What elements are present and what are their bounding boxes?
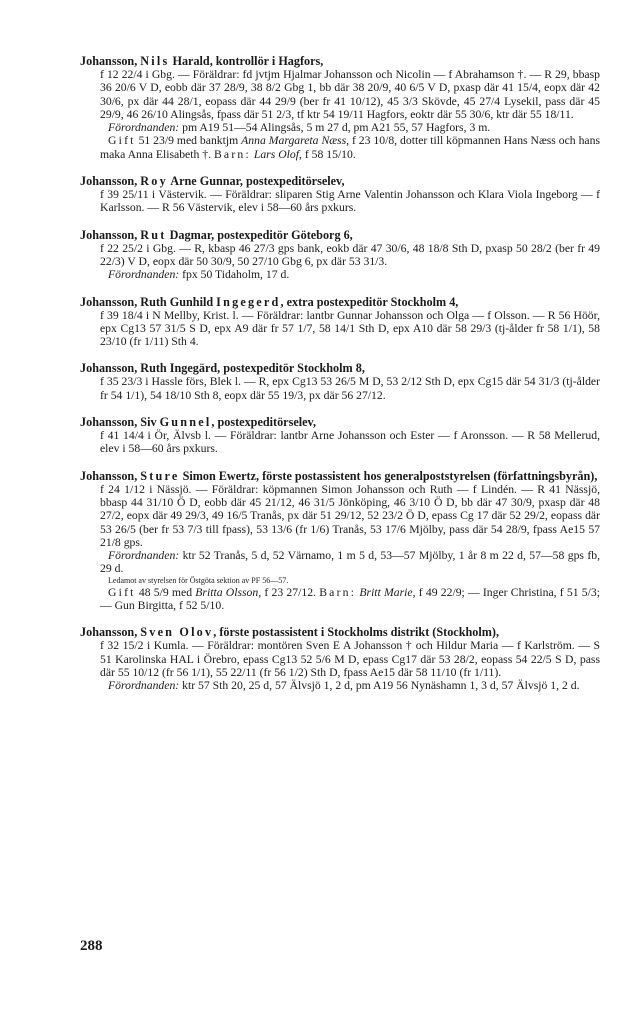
heading-title: Arne Gunnar, postexpeditörselev,	[167, 174, 345, 189]
entry-text: f 41 14/4 i Ör, Älvsb l. — Föräldrar: lantbr Arne Johansson och Ester — f Aronsson. — R 58 Mellerud, elev i 58—60 års pxkurs.	[100, 429, 600, 456]
entry-forordnanden	[100, 679, 600, 692]
gift-text: 48 5/9 med	[135, 585, 196, 599]
heading-surname: Johansson,	[80, 468, 141, 483]
entry-heading	[80, 54, 600, 68]
heading-title: Simon Ewertz, förste postassistent hos generalpoststyrelsen (författningsbyrån),	[179, 468, 598, 483]
forordnanden-label: Förordnanden:	[108, 679, 180, 693]
heading-given-name: Roy	[140, 174, 168, 189]
heading-given-name: Sven Olov	[140, 625, 214, 640]
entry-text: f 39 25/11 i Västervik. — Föräldrar: sliparen Stig Arne Valentin Johansson och Klara Viola Ingeborg — f Karlsson. — R 56 Västervik, elev i 58—60 års pxkurs.	[100, 188, 600, 215]
spouse-name: Anna Margareta Næss,	[241, 134, 350, 148]
entry-text: f 22 25/2 i Gbg. — R, kbasp 46 27/3 gps bank, eokb där 47 30/6, 48 18/8 Sth D, pxasp 50 28/2 (ber fr 49 22/3) V D, eopx där 50 30/9, 50 27/10 Gbg 6, px där 53 31/3.	[100, 241, 600, 268]
entry-body	[80, 309, 600, 349]
barn-rest: f 58 15/10.	[301, 147, 356, 161]
heading-title: Harald, kontrollör i Hagfors,	[169, 54, 324, 68]
entry-rut-dagmar	[80, 228, 600, 282]
entry-nils-harald	[80, 54, 600, 161]
barn-rest: f 49 22/9; — Inger Christina, f 51 5/3; — Gun Birgitta, f 52 5/10.	[100, 585, 600, 613]
entry-gift	[100, 134, 600, 161]
entry-gift	[100, 586, 600, 613]
entry-heading	[80, 361, 600, 375]
forordnanden-text: fpx 50 Tidaholm, 17 d.	[179, 268, 290, 282]
heading-surname: Johansson,	[80, 227, 141, 242]
heading-title: , postexpeditörselev,	[211, 415, 317, 430]
entry-heading	[80, 469, 600, 483]
gift-label: Gift	[108, 134, 136, 148]
entry-forordnanden	[100, 121, 600, 134]
entry-heading	[80, 174, 600, 188]
entry-text: f 35 23/3 i Hassle förs, Blek l. — R, epx Cg13 53 26/5 M D, 53 2/12 Sth D, epx Cg15 där 54 31/3 (tj-ålder fr 54 1/1), 54 18/10 Sth 8, eopx där 55 19/3, px där 56 27/12.	[100, 375, 600, 402]
document-page	[80, 54, 600, 706]
entry-body	[80, 375, 600, 402]
heading-surname: Johansson, Siv	[80, 415, 160, 430]
heading-surname: Johansson,	[80, 625, 141, 640]
entry-sven-olov	[80, 625, 600, 692]
heading-text: Johansson, Ruth Ingegärd, postexpeditör Stockholm 8,	[80, 361, 365, 376]
entry-heading	[80, 295, 600, 309]
entry-body	[80, 188, 600, 215]
heading-surname: Johansson,	[80, 54, 141, 68]
entry-heading	[80, 625, 600, 639]
entry-forordnanden	[100, 549, 600, 576]
entry-sture-simon	[80, 469, 600, 613]
spouse-name: Britta Olsson,	[195, 585, 262, 599]
entry-forordnanden	[100, 268, 600, 281]
forordnanden-label: Förordnanden:	[108, 121, 180, 135]
entry-ruth-gunhild	[80, 295, 600, 349]
entry-roy-arne	[80, 174, 600, 215]
entry-text: f 24 1/12 i Nässjö. — Föräldrar: köpmannen Simon Johansson och Ruth — f Lindén. — R 41 Nässjö, bbasp 44 31/10 Ö D, eobb där 45 21/12, 46 31/5 Jönköping, 46 3/10 Ö D, bb där 47 30/9, pxasp där 48 27/2, eopx där 49 29/3, 49 16/5 Tranås, px där 51 29/12, 52 23/2 Ö D, epass Cg 17 där 52 29/2, eopass där 53 26/5 (ber fr 53 7/3 till fpass), 53 13/6 (fr 1/6) Tranås, 53 17/6 Mjölby, pass där 54 28/9, fpass Ae15 57 21/8 gps.	[100, 482, 600, 549]
entry-body	[80, 68, 600, 161]
entry-heading	[80, 415, 600, 429]
entry-heading	[80, 228, 600, 242]
heading-title: Dagmar, postexpeditör Göteborg 6,	[166, 227, 353, 242]
heading-surname: Johansson,	[80, 174, 141, 189]
heading-given-name: Nils	[140, 54, 170, 68]
forordnanden-text: ktr 57 Sth 20, 25 d, 57 Älvsjö 1, 2 d, pm A19 56 Nynäshamn 1, 3 d, 57 Älvsjö 1, 2 d.	[179, 679, 580, 693]
forordnanden-label: Förordnanden:	[108, 268, 180, 282]
entry-body	[80, 429, 600, 456]
barn-names: Lars Olof,	[250, 147, 302, 161]
entry-text: f 32 15/2 i Kumla. — Föräldrar: montören Sven E A Johansson † och Hildur Maria — f Karlström. — S 51 Karolinska HAL i Örebro, epass Cg13 52 5/6 M D, epass Cg17 där 53 28/2, eopass 54 22/5 S D, pass där 55 10/12 (fr 56 1/1), 55 22/11 (fr 56 1/2) Sth D, fpass Ae15 där 58 11/10 (fr 1/11).	[100, 639, 600, 679]
gift-rest: f 23 10/8, dotter till köpmannen Hans Næss och hans maka Anna Elisabeth †.	[100, 134, 600, 161]
gift-label: Gift	[108, 585, 136, 599]
gift-rest: f 23 27/12.	[261, 585, 320, 599]
forordnanden-text: pm A19 51—54 Alingsås, 5 m 27 d, pm A21 55, 57 Hagfors, 3 m.	[179, 121, 491, 135]
heading-given-name: Sture	[140, 468, 180, 483]
heading-given-name: Ingegerd	[216, 294, 281, 309]
entry-siv-gunnel	[80, 415, 600, 456]
entry-text: f 39 18/4 i N Mellby, Krist. l. — Föräldrar: lantbr Gunnar Johansson och Olga — f Olsson. — R 56 Höör, epx Cg13 57 31/5 S D, epx A9 där fr 57 1/7, 58 14/1 Sth D, epx A10 där 58 29/3 (tj-ålder fr 58 1/1), 58 23/10 (fr 1/11) Sth 4.	[100, 308, 600, 349]
barn-label: Barn:	[213, 147, 251, 161]
forordnanden-label: Förordnanden:	[108, 549, 180, 563]
entry-ruth-ingegard	[80, 361, 600, 402]
heading-given-name: Rut	[140, 227, 167, 242]
gift-text: 51 23/9 med banktjm	[135, 134, 242, 148]
heading-title: , extra postexpeditör Stockholm 4,	[280, 294, 459, 309]
barn-names: Britt Marie,	[356, 585, 416, 599]
entry-body	[80, 483, 600, 613]
heading-title: , förste postassistent i Stockholms distrikt (Stockholm),	[213, 625, 499, 640]
heading-surname: Johansson, Ruth Gunhild	[80, 294, 217, 309]
entry-text: f 12 22/4 i Gbg. — Föräldrar: fd jvtjm Hjalmar Johansson och Nicolin — f Abrahamson †. — R 29, bbasp 36 20/6 V D, eobb där 37 28/9, 38 8/2 Gbg 1, bb där 38 20/9, 40 6/5 V D, pxasp där 41 15/4, eopx där 42 30/6, px där 44 28/1, eopass där 44 29/9 (ber fr 41 10/12), 45 3/3 Skövde, 45 27/4 Lysekil, pass där 45 29/9, 46 26/10 Alingsås, fpass där 51 2/3, tf ktr 54 19/11 Hagfors, eoktr där 55 30/6, ktr där 55 18/11.	[100, 68, 600, 121]
entry-note: Ledamot av styrelsen för Östgöta sektion av PF 56—57.	[108, 575, 289, 585]
forordnanden-text: ktr 52 Tranås, 5 d, 52 Värnamo, 1 m 5 d, 53—57 Mjölby, 1 år 8 m 22 d, 57—58 gps fb, 29 d.	[100, 549, 600, 576]
page-number: 288	[80, 938, 103, 954]
barn-label: Barn:	[319, 585, 357, 599]
entry-body	[80, 242, 600, 282]
heading-given-name: Gunnel	[159, 415, 212, 430]
entry-body	[80, 639, 600, 692]
